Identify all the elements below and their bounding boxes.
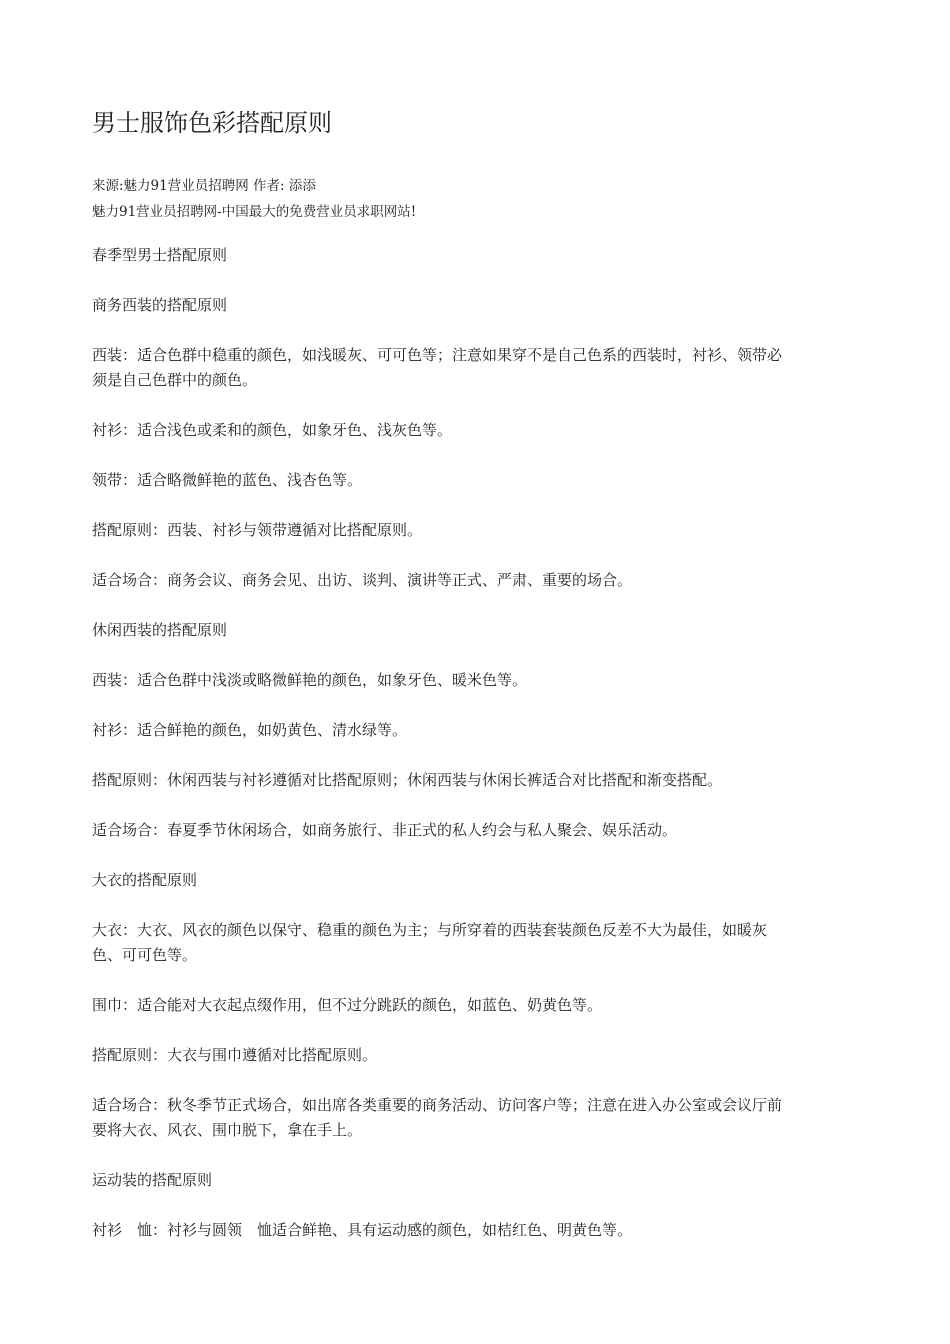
paragraph: 西装：适合色群中稳重的颜色，如浅暖灰、可可色等；注意如果穿不是自己色系的西装时，衬衫、领带必须是自己色群中的颜色。	[92, 346, 783, 389]
paragraph: 衬衫 恤：衬衫与圆领 恤适合鲜艳、具有运动感的颜色，如桔红色、明黄色等。	[92, 1221, 633, 1239]
paragraph: 搭配原则：休闲西装与衬衫遵循对比搭配原则；休闲西装与休闲长裤适合对比搭配和渐变搭配。	[92, 771, 723, 789]
subsection-heading: 运动装的搭配原则	[92, 1171, 213, 1189]
source-line: 来源:魅力91营业员招聘网 作者: 添添	[92, 178, 316, 194]
article-body	[92, 243, 782, 1268]
source-info	[92, 173, 416, 225]
paragraph: 适合场合：秋冬季节正式场合，如出席各类重要的商务活动、访问客户等；注意在进入办公室或会议厅前要将大衣、风衣、围巾脱下，拿在手上。	[92, 1096, 783, 1139]
paragraph: 适合场合：春夏季节休闲场合，如商务旅行、非正式的私人约会与私人聚会、娱乐活动。	[92, 821, 678, 839]
paragraph: 西装：适合色群中浅淡或略微鲜艳的颜色，如象牙色、暖米色等。	[92, 671, 528, 689]
paragraph: 领带：适合略微鲜艳的蓝色、浅杏色等。	[92, 471, 363, 489]
paragraph: 搭配原则：大衣与围巾遵循对比搭配原则。	[92, 1046, 378, 1064]
page-title: 男士服饰色彩搭配原则	[92, 109, 332, 137]
subsection-heading: 大衣的搭配原则	[92, 871, 198, 889]
site-slogan: 魅力91营业员招聘网-中国最大的免费营业员求职网站!	[92, 204, 417, 220]
section-heading: 春季型男士搭配原则	[92, 246, 228, 264]
paragraph: 衬衫：适合浅色或柔和的颜色，如象牙色、浅灰色等。	[92, 421, 453, 439]
subsection-heading: 休闲西装的搭配原则	[92, 621, 228, 639]
paragraph: 搭配原则：西装、衬衫与领带遵循对比搭配原则。	[92, 521, 423, 539]
paragraph: 大衣：大衣、风衣的颜色以保守、稳重的颜色为主；与所穿着的西装套装颜色反差不大为最佳，如暖灰色、可可色等。	[92, 921, 768, 964]
subsection-heading: 商务西装的搭配原则	[92, 296, 228, 314]
paragraph: 适合场合：商务会议、商务会见、出访、谈判、演讲等正式、严肃、重要的场合。	[92, 571, 633, 589]
paragraph: 衬衫：适合鲜艳的颜色，如奶黄色、清水绿等。	[92, 721, 408, 739]
paragraph: 围巾：适合能对大衣起点缀作用，但不过分跳跃的颜色，如蓝色、奶黄色等。	[92, 996, 603, 1014]
